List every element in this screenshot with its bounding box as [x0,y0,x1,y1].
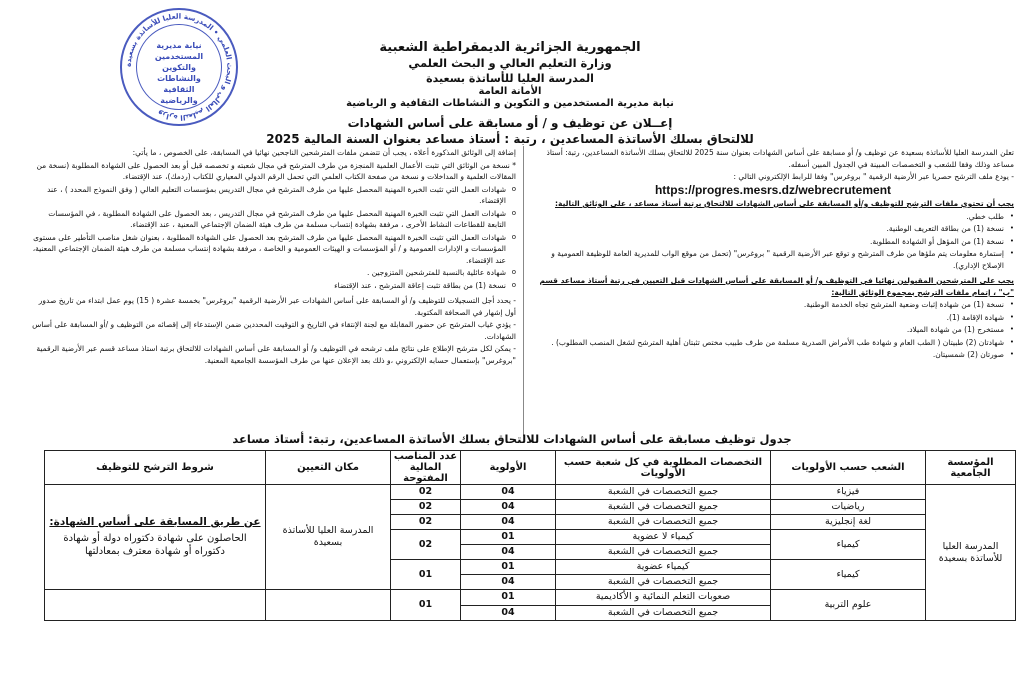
branch-cell: كيمياء [771,530,926,560]
school-title: المدرسة العليا للأساتذة بسعيدة [426,72,594,85]
column-divider [523,146,524,436]
priority-cell: 01 [461,560,556,575]
spec-cell: جميع التخصصات في الشعبة [556,605,771,621]
priority-cell: 04 [461,545,556,560]
header-institution: المؤسسة الجامعية [926,451,1016,485]
table-header-row [45,451,1016,485]
docs-title: يجب أن تحتوي ملفات الترشح للتوظيف و/أو المسابقة على أساس الشهادات للالتحاق برتبة أستاذ مساعد ، على الوثائق التالية: [555,199,1014,208]
stamp-line: والنشاطات الثقافية [157,74,201,94]
header-conditions: شروط الترشح للتوظيف [45,451,266,485]
priority-cell: 01 [461,590,556,606]
place-cell-empty [266,590,391,621]
branch-cell: علوم التربية [771,590,926,621]
doc-item: • نسخة (1) من المؤهل أو الشهادة المطلوبة. [532,236,1014,248]
priority-cell: 04 [461,575,556,590]
complete-docs-title: يجب على المترشحين المقبولين نهائيا في التوظيف و/ أو المسابقة على أساس الشهادات قبل التعيين في رتبة أستاذ مساعد قسم "ب" ، إتمام ملفات الترشح بمجموع الوثائق التالية: [539,276,1014,297]
extra-doc-item: * نسخة من الوثائق التي تثبت الأعمال العلمية المنجزة من طرف المترشح في مجال شعبته و تخصصه قبل أو بعد الحصول على الشهادة المطلوبة (نسخة من المقالات العلمية و المداخلات و نسخة من صفحة الكتاب العلمي التي تحمل الرقم الدولي المعياري للكتاب (ردمك)، عند الإقتضاء. [36,160,516,181]
positions-table [44,450,1016,621]
official-stamp [120,8,238,126]
spec-cell: جميع التخصصات في الشعبة [556,515,771,530]
spec-cell: جميع التخصصات في الشعبة [556,575,771,590]
priority-cell: 04 [461,485,556,500]
spec-cell: كيمياء عضوية [556,560,771,575]
branch-cell: رياضيات [771,500,926,515]
branch-cell: لغة إنجليزية [771,515,926,530]
header-place: مكان التعيين [266,451,391,485]
header-specialties: التخصصات المطلوبة في كل شعبة حسب الأولويات [556,451,771,485]
note-paragraph: - يحدد أجل التسجيلات للتوظيف و/ أو المسابقة على أساس الشهادات عبر الأرضية الرقمية "بروغرس" بخمسة عشرة ( 15) يوم عمل ابتداء من تاريخ صدور أول إشهار في الصحافة المكتوبة. [38,296,516,317]
ministry-title: وزارة التعليم العالي و البحث العلمي [408,56,612,70]
priority-cell: 04 [461,605,556,621]
conditions-cell-empty [45,590,266,621]
branch-cell: كيمياء [771,560,926,590]
recruitment-link[interactable]: https://progres.mesrs.dz/webrecrutement [654,182,892,197]
right-column [532,146,1014,444]
intro-paragraph: تعلن المدرسة العليا للأساتذة بسعيدة عن توظيف و/ أو مسابقة على أساس الشهادات بعنوان سنة 2025 للالتحاق بسلك الأساتذة المساعدين، رتبة: أستاذ مساعد وذلك وفقا للشعب و التخصصات المبينة في الجدول المبين أسفله. [546,148,1014,169]
priority-cell: 04 [461,515,556,530]
posts-cell: 01 [391,590,461,621]
spec-cell: جميع التخصصات في الشعبة [556,485,771,500]
complete-doc-item: • شهادة الإقامة (1). [532,312,1014,324]
spec-cell: جميع التخصصات في الشعبة [556,545,771,560]
complete-doc-item: • مستخرج (1) من شهادة الميلاد. [532,324,1014,336]
posts-cell: 02 [391,530,461,560]
extra-doc-item: o نسخة (1) من بطاقة تثبت إعاقة المترشح ، عند الإقتضاء [32,280,516,292]
table-row [45,485,1016,500]
priority-cell: 04 [461,500,556,515]
priority-cell: 01 [461,530,556,545]
note-paragraph: - يؤدي غياب المترشح عن حضور المقابلة مع لجنة الإنتقاء في التاريخ و التوقيت المحددين ضمن الإستدعاء إلى إقصائه من التوظيف و /أو المسابقة على أساس الشهادات. [32,320,516,341]
doc-item: • طلب خطي. [532,211,1014,223]
spec-cell: كيمياء لا عضوية [556,530,771,545]
stamp-line: نيابة مديرية [156,41,202,50]
directorate-title: نيابة مديرية المستخدمين و التكوين و النشاطات الثقافية و الرياضية [346,98,674,109]
stamp-center-text [144,40,214,106]
stamp-line: المستخدمين والتكوين [154,52,204,72]
spec-cell: جميع التخصصات في الشعبة [556,500,771,515]
extra-doc-item: o شهادات العمل التي تثبت الخبرة المهنية المحصل عليها من طرف المترشح في مجال التدريس بمؤسسات التعليم العالي ( وفق النموذج المحدد ) ، عند الإقتضاء. [32,184,516,207]
complete-doc-item: • شهادتان (2) طبيتان ( الطب العام و شهادة طب الأمراض الصدرية مسلمة من طرف طبيب مختص تثبتان أهلية المترشح لشغل المنصب المطلوب) . [532,337,1014,349]
header-branch: الشعب حسب الأولويات [771,451,926,485]
complete-doc-item: • نسخة (1) من شهادة إثبات وضعية المترشح تجاه الخدمة الوطنية. [532,299,1014,311]
extra-doc-item: o شهادات العمل التي تثبت الخبرة المهنية المحصل عليها من طرف المترشح في مجال التدريس ، بعد الحصول على الشهادة المطلوبة ، في المؤسسات التابعة للقطاعات النشاط الأخرى ، مرفقة بشهادة إنتساب مسلمة من طرف هيئة الضمان الإجتماعي المعنية ، عند الإقتضاء. [32,208,516,231]
doc-item: • نسخة (1) من بطاقة التعريف الوطنية. [532,223,1014,235]
posts-cell: 02 [391,500,461,515]
republic-title: الجمهورية الجزائرية الديمقراطية الشعبية [379,40,641,55]
extra-docs-intro: إضافة إلى الوثائق المذكورة أعلاه ، يجب أن تتضمن ملفات المترشحين الناجحين نهائيا في المسابقة، على الخصوص ، ما يأتي: [132,148,516,157]
conditions-title: عن طريق المسابقة على أساس الشهادة: [49,516,261,528]
rank-title: للالتحاق بسلك الأساتذة المساعدين ، رتبة : أستاذ مساعد بعنوان السنة المالية 2025 [266,132,754,146]
posts-cell: 02 [391,515,461,530]
branch-cell: فيزياء [771,485,926,500]
extra-doc-item: o شهادات العمل التي تثبت الخبرة المهنية المحصل عليها من طرف المترشح بعد الحصول على الشهادة المطلوبة ، بعنوان شغل مناصب التأطير على مستوى المؤسسات و الإدارات العمومية و / أو المؤسسات و الهيئات العمومية و الخاصة ، مرفقة بشهادة إنتساب مسلمة من طرف هيئة الضمان الإجتماعي المعنية، عند الإقتضاء. [32,232,516,267]
stamp-line: والرياضية [160,96,198,105]
secretariat-title: الأمانة العامة [478,86,542,97]
doc-item: • إستمارة معلومات يتم ملؤها من طرف المترشح و توقع عبر الأرضية الرقمية " بروغرس" (تحمل من موقع الواب للمديرية العامة للوظيفة العمومية و الإصلاح الإداري). [532,248,1014,271]
posts-cell: 01 [391,560,461,590]
spec-cell: صعوبات التعلم النمائية و الأكاديمية [556,590,771,606]
svg-text:وزارة التعليم العالي و البحث ا: وزارة التعليم العالي و البحث العلمي • المدرسة العليا للأساتذة بسعيدة [123,11,235,123]
conditions-body: الحاصلون على شهادة دكتوراه دولة أو شهادة دكتوراه أو شهادة معترف بمعادلتها [63,533,247,557]
deposit-paragraph: - يودع ملف الترشح حصريا عبر الأرضية الرقمية " بروغرس" وفقا للرابط الإلكتروني التالي : [733,172,1014,181]
table-row [45,590,1016,606]
extra-doc-item: o شهادة عائلية بالنسبة للمترشحين المتزوجين . [32,267,516,279]
conditions-cell [45,485,266,590]
header-priority: الأولوية [461,451,556,485]
note-paragraph: - يمكن لكل مترشح الإطلاع على نتائج ملف ترشحه في التوظيف و/ أو المسابقة على أساس الشهادات للالتحاق برتبة استاذ مساعد قسم عبر الأرضية الرقمية "بروغرس" بإستعمال حسابه الإلكتروني ،و ذلك بعد الإعلان عنها من طرف المؤسسة الجامعية المعنية. [36,344,516,365]
institution-cell: المدرسة العليا للأساتذة بسعيدة [926,485,1016,621]
header-posts: عدد المناصب المالية المفتوحة [391,451,461,485]
announcement-title: إعــلان عن توظيف و / أو مسابقة على أساس الشهادات [347,116,673,130]
table-title: جدول توظيف مسابقة على أساس الشهادات للالتحاق بسلك الأساتذة المساعدين، رتبة: أستاذ مساعد [232,432,792,446]
place-cell: المدرسة العليا للأساتذة بسعيدة [266,485,391,590]
complete-doc-item: • صورتان (2) شمسيتان. [532,349,1014,361]
left-column [32,146,516,444]
posts-cell: 02 [391,485,461,500]
